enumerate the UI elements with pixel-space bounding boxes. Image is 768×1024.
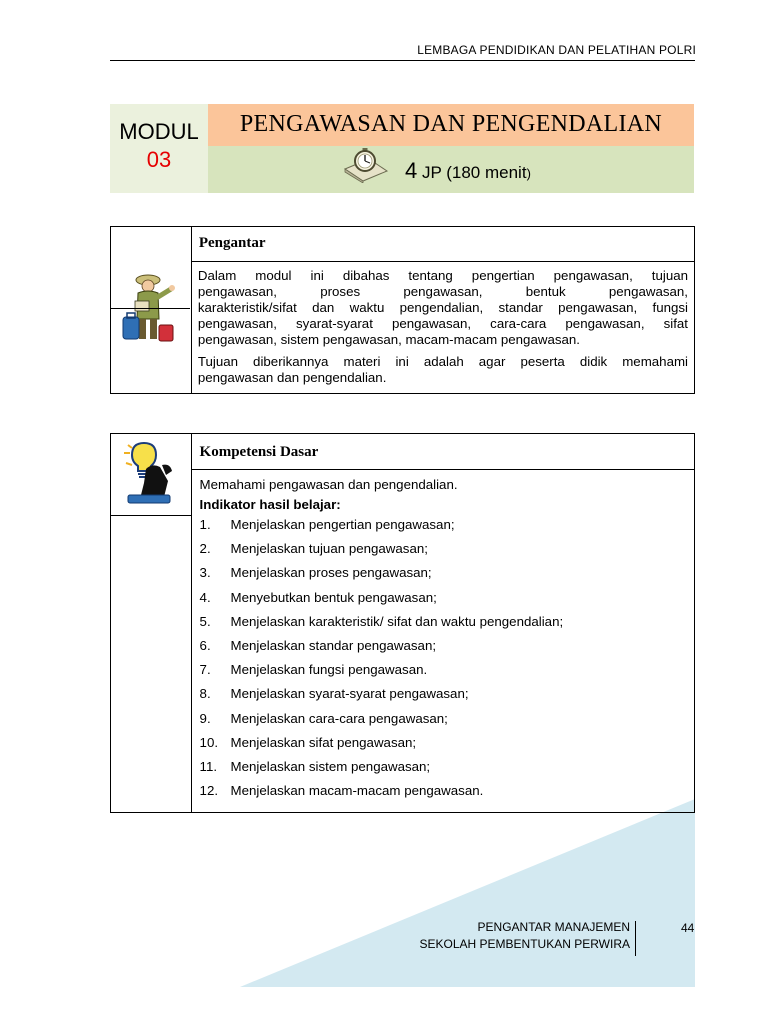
item-text: Menjelaskan macam-macam pengawasan.: [230, 783, 484, 799]
pengantar-p2-line: pengawasan dan pengendalian.: [197, 370, 387, 385]
kompetensi-heading: Kompetensi Dasar: [199, 444, 319, 460]
list-item: [200, 783, 686, 807]
kompetensi-content-cell: [191, 434, 694, 813]
module-number: 03: [146, 147, 172, 172]
pengantar-p1-line: pengawasan, syarat-syarat pengawasan, cara-cara pengawasan, sifat: [197, 316, 688, 331]
lightbulb-thinker-icon: [122, 441, 180, 509]
pengantar-p1-line: Dalam modul ini dibahas tentang pengertian pengawasan, tujuan: [197, 268, 688, 283]
module-duration: [405, 158, 531, 184]
footer-school: SEKOLAH PEMBENTUKAN PERWIRA: [419, 937, 630, 951]
list-item: [200, 711, 686, 735]
pengantar-body: [192, 262, 694, 393]
item-text: Menjelaskan proses pengawasan;: [230, 565, 432, 581]
pengantar-p1-line: pengawasan, proses pengawasan, bentuk pengawasan,: [197, 284, 688, 299]
item-number: 8.: [199, 686, 211, 702]
item-number: 11.: [199, 758, 218, 774]
pengantar-p1-line: pengawasan, sistem pengawasan, macam-macam pengawasan.: [197, 332, 580, 347]
pengantar-table: [110, 226, 695, 394]
list-item: [200, 590, 686, 614]
item-number: 1.: [199, 517, 211, 532]
duration-jp-value: 4: [405, 158, 418, 183]
item-number: 2.: [199, 541, 211, 557]
stopwatch-on-book-icon: [343, 145, 389, 183]
list-item: [200, 759, 686, 783]
kompetensi-table: [110, 433, 695, 813]
pengantar-icon-cell: [111, 227, 192, 394]
item-text: Menjelaskan tujuan pengawasan;: [230, 541, 428, 557]
item-text: Menjelaskan pengertian pengawasan;: [230, 517, 455, 532]
footer-divider: [635, 921, 636, 956]
list-item: [200, 565, 686, 589]
kompetensi-body: [192, 470, 694, 807]
item-text: Menjelaskan syarat-syarat pengawasan;: [230, 686, 469, 702]
kompetensi-statement: Memahami pengawasan dan pengendalian.: [199, 477, 458, 492]
indicator-list: [200, 517, 686, 807]
item-number: 6.: [199, 637, 211, 653]
pengantar-icon-divider: [110, 308, 190, 309]
item-text: Menjelaskan cara-cara pengawasan;: [230, 710, 448, 726]
kompetensi-icon-cell: [111, 434, 192, 813]
footer-decorative-triangle: [240, 799, 695, 987]
item-text: Menjelaskan standar pengawasan;: [230, 637, 437, 653]
item-text: Menjelaskan sifat pengawasan;: [230, 734, 417, 750]
pengantar-content-cell: [191, 227, 694, 394]
pengantar-heading: Pengantar: [198, 235, 266, 251]
module-title: PENGAWASAN DAN PENGENDALIAN: [239, 111, 663, 137]
list-item: [200, 541, 686, 565]
header-institution: LEMBAGA PENDIDIKAN DAN PELATIHAN POLRI: [417, 43, 696, 57]
item-number: 7.: [199, 662, 211, 678]
list-item: [200, 517, 686, 541]
item-number: 4.: [199, 589, 211, 605]
item-number: 3.: [199, 565, 211, 581]
pengantar-p2-line: Tujuan diberikannya materi ini adalah agar peserta didik memahami: [197, 354, 688, 369]
item-number: 5.: [199, 613, 211, 629]
list-item: [200, 662, 686, 686]
duration-close: ): [526, 166, 531, 181]
list-item: [200, 735, 686, 759]
list-item: [200, 638, 686, 662]
item-text: Menjelaskan karakteristik/ sifat dan waktu pengendalian;: [230, 613, 564, 629]
item-text: Menjelaskan fungsi pengawasan.: [230, 662, 428, 678]
module-label: MODUL: [119, 119, 199, 144]
list-item: [200, 614, 686, 638]
header-rule: [110, 60, 695, 61]
item-text: Menyebutkan bentuk pengawasan;: [230, 589, 437, 605]
item-number: 10.: [199, 734, 219, 750]
footer-course: PENGANTAR MANAJEMEN: [477, 920, 630, 934]
item-number: 12.: [199, 783, 219, 799]
pengantar-p1-line: karakteristik/sifat dan waktu pengendalian, standar pengawasan, fungsi: [197, 300, 688, 315]
item-number: 9.: [199, 710, 211, 726]
item-text: Menjelaskan sistem pengawasan;: [230, 758, 431, 774]
indicator-label: Indikator hasil belajar:: [199, 497, 341, 512]
page-number: 44: [681, 921, 695, 935]
duration-jp-unit: JP (180 menit: [421, 163, 527, 182]
list-item: [200, 686, 686, 710]
